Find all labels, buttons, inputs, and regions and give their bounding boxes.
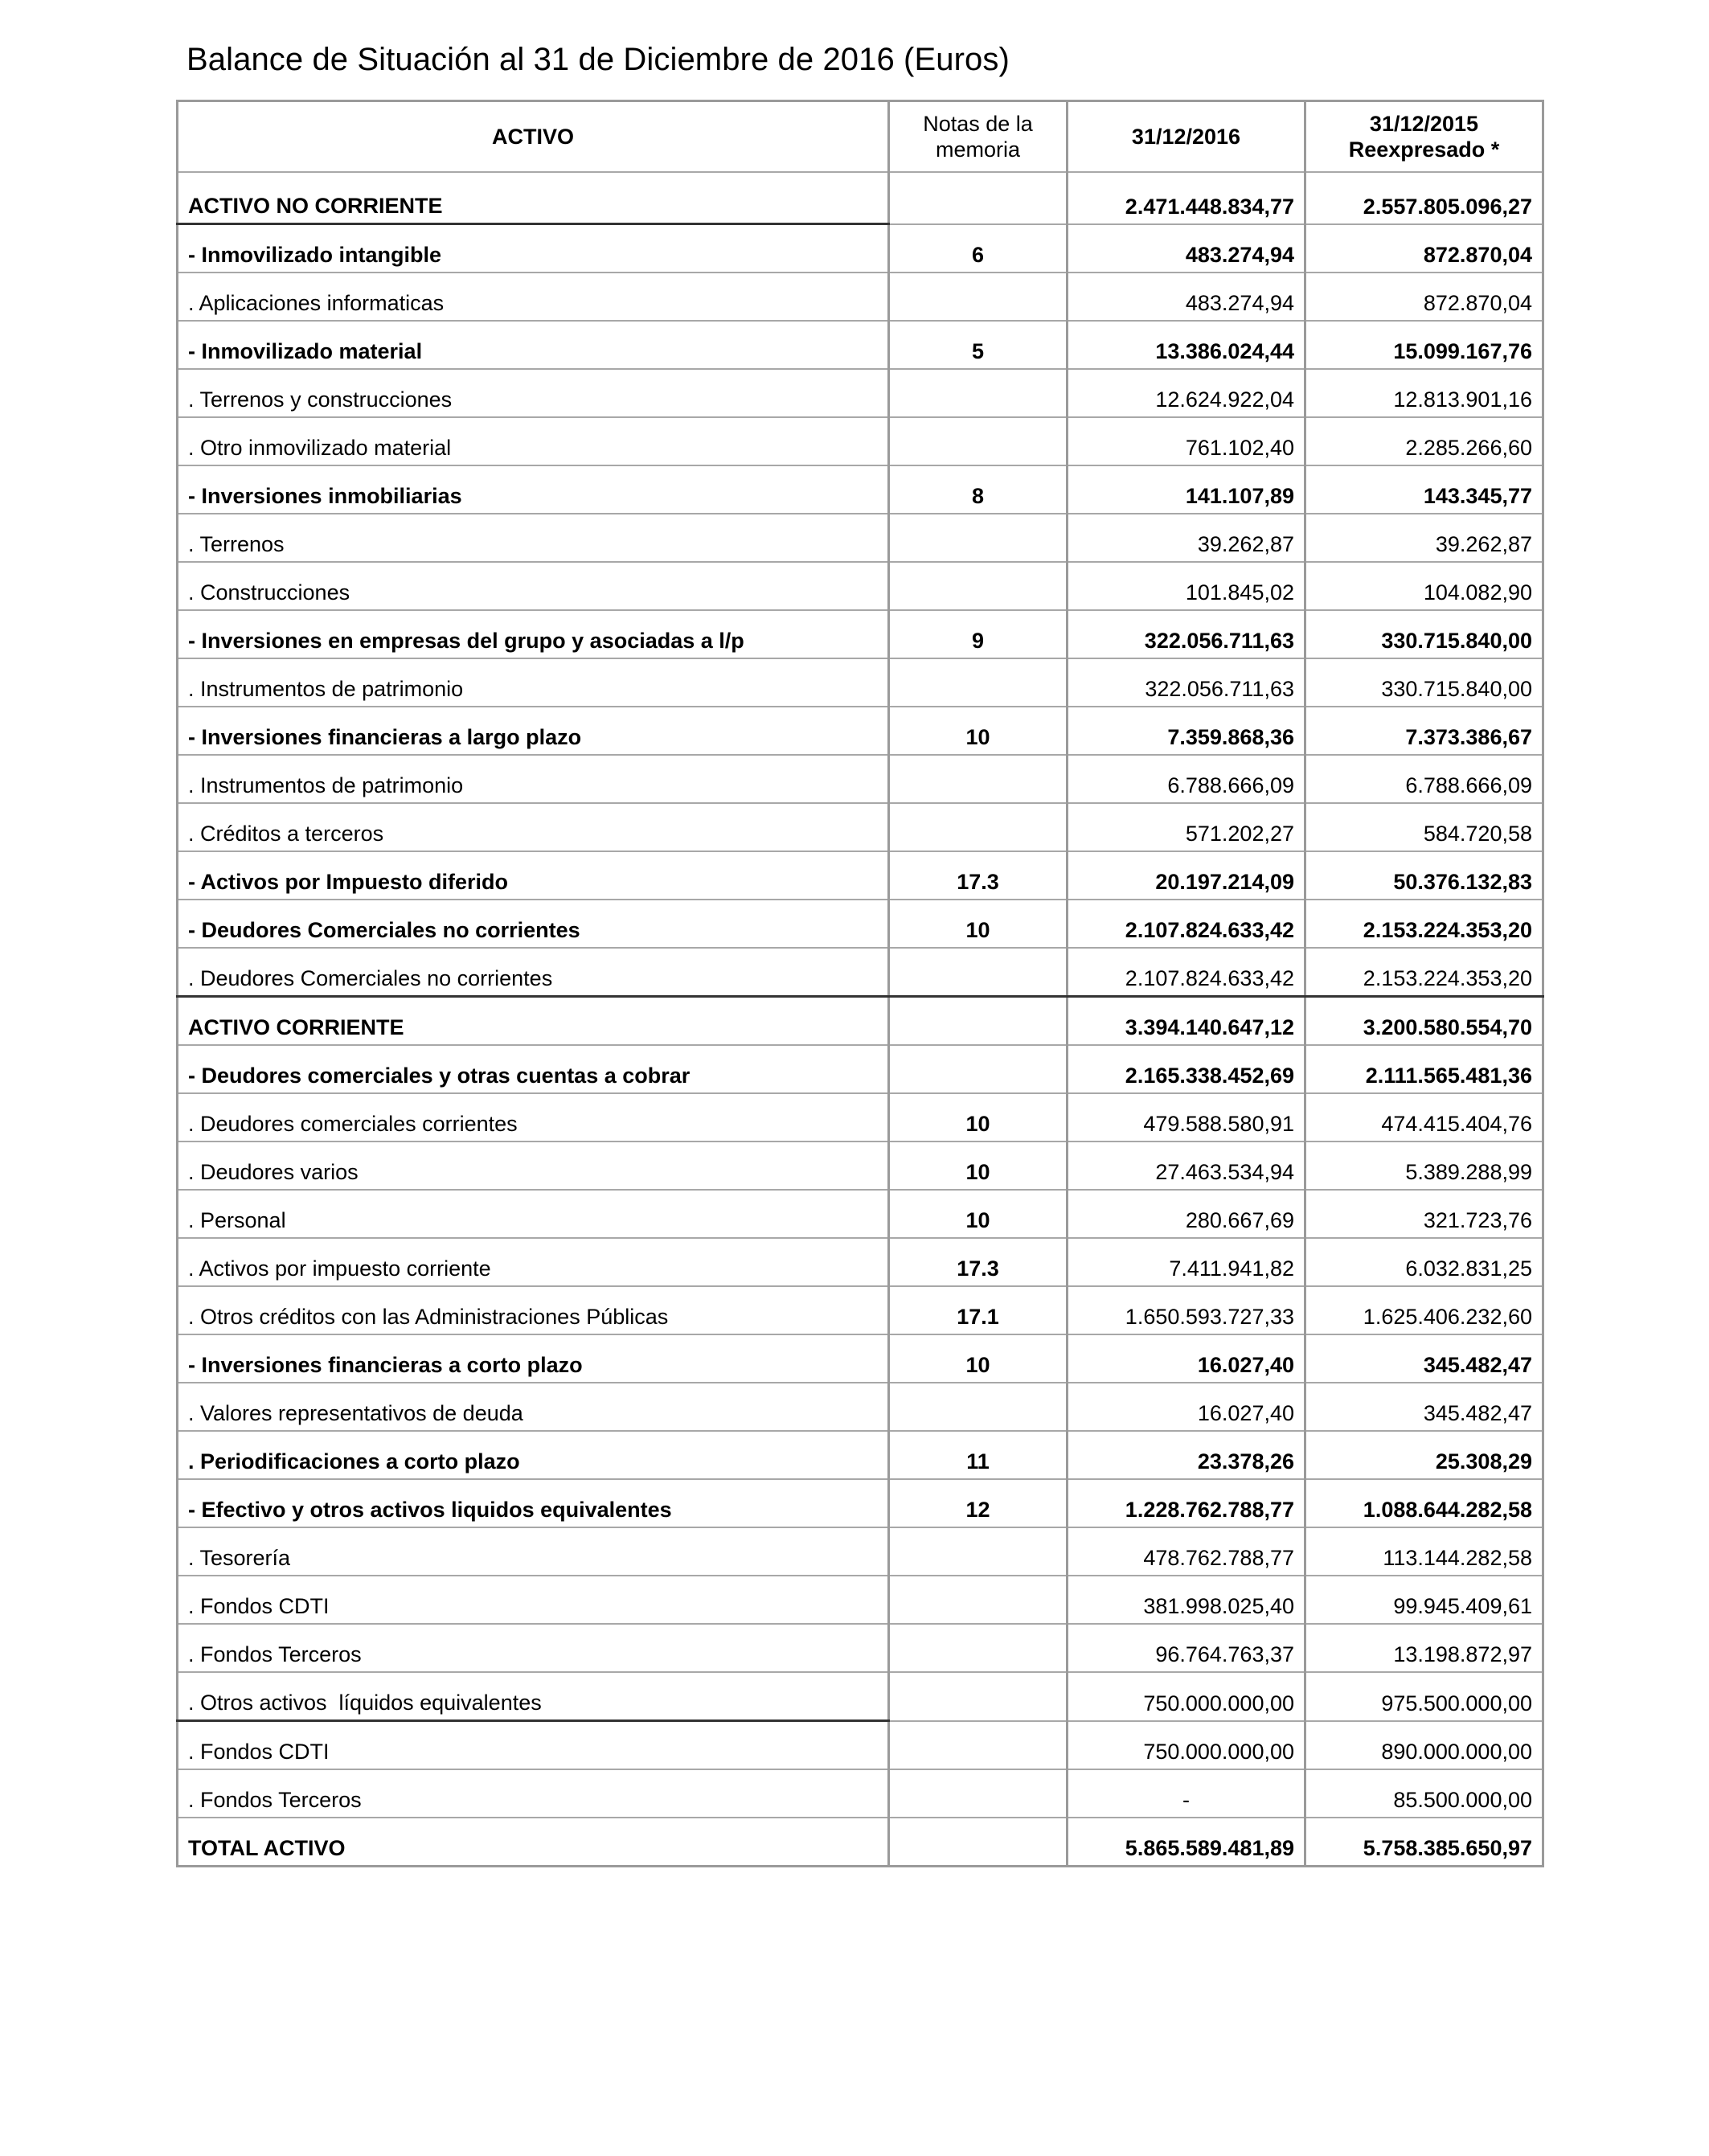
- row-label: . Activos por impuesto corriente: [178, 1238, 889, 1286]
- table-row: [178, 1769, 1543, 1818]
- row-value-2015: 113.144.282,58: [1305, 1527, 1543, 1576]
- row-value-2015: 330.715.840,00: [1305, 658, 1543, 707]
- row-label: . Terrenos y construcciones: [178, 369, 889, 417]
- table-row: [178, 1818, 1543, 1867]
- row-value-2015: 2.557.805.096,27: [1305, 172, 1543, 224]
- row-value-2016: 1.228.762.788,77: [1068, 1479, 1305, 1527]
- row-label: . Construcciones: [178, 562, 889, 610]
- row-value-2015: 25.308,29: [1305, 1431, 1543, 1479]
- row-value-2016: 7.411.941,82: [1068, 1238, 1305, 1286]
- row-value-2016: 2.107.824.633,42: [1068, 900, 1305, 948]
- row-label: . Terrenos: [178, 514, 889, 562]
- row-note: 5: [889, 321, 1068, 369]
- table-row: [178, 1576, 1543, 1624]
- table-row: [178, 1190, 1543, 1238]
- row-label: . Personal: [178, 1190, 889, 1238]
- row-value-2016: 479.588.580,91: [1068, 1093, 1305, 1142]
- row-value-2016: 39.262,87: [1068, 514, 1305, 562]
- row-label: . Fondos Terceros: [178, 1769, 889, 1818]
- row-label: . Otros activos líquidos equivalentes: [178, 1672, 889, 1721]
- row-label: . Instrumentos de patrimonio: [178, 658, 889, 707]
- row-value-2016: -: [1068, 1769, 1305, 1818]
- row-label: - Efectivo y otros activos liquidos equivalentes: [178, 1479, 889, 1527]
- row-value-2015: 2.111.565.481,36: [1305, 1045, 1543, 1093]
- row-value-2016: 322.056.711,63: [1068, 658, 1305, 707]
- table-row: [178, 1093, 1543, 1142]
- table-row: [178, 224, 1543, 273]
- row-note: 17.1: [889, 1286, 1068, 1334]
- row-note: 10: [889, 1093, 1068, 1142]
- row-label: . Tesorería: [178, 1527, 889, 1576]
- row-value-2015: 39.262,87: [1305, 514, 1543, 562]
- row-note: [889, 658, 1068, 707]
- table-row: [178, 658, 1543, 707]
- row-label: - Inversiones financieras a largo plazo: [178, 707, 889, 755]
- row-label: . Otros créditos con las Administraciones Públicas: [178, 1286, 889, 1334]
- row-label: - Inversiones financieras a corto plazo: [178, 1334, 889, 1383]
- row-value-2016: 750.000.000,00: [1068, 1721, 1305, 1770]
- header-notas: Notas de la memoria: [889, 101, 1068, 173]
- row-note: 10: [889, 1334, 1068, 1383]
- row-value-2016: 280.667,69: [1068, 1190, 1305, 1238]
- row-value-2016: 16.027,40: [1068, 1383, 1305, 1431]
- row-note: 10: [889, 1190, 1068, 1238]
- row-value-2015: 13.198.872,97: [1305, 1624, 1543, 1672]
- row-value-2016: 96.764.763,37: [1068, 1624, 1305, 1672]
- header-activo: ACTIVO: [178, 101, 889, 173]
- row-value-2015: 7.373.386,67: [1305, 707, 1543, 755]
- row-value-2016: 571.202,27: [1068, 803, 1305, 851]
- row-label: - Inversiones en empresas del grupo y asociadas a l/p: [178, 610, 889, 658]
- row-note: [889, 1383, 1068, 1431]
- row-value-2015: 85.500.000,00: [1305, 1769, 1543, 1818]
- header-2016: 31/12/2016: [1068, 101, 1305, 173]
- row-value-2015: 321.723,76: [1305, 1190, 1543, 1238]
- table-row: [178, 417, 1543, 465]
- table-row: [178, 1383, 1543, 1431]
- row-note: [889, 369, 1068, 417]
- row-note: [889, 1818, 1068, 1867]
- row-value-2016: 141.107,89: [1068, 465, 1305, 514]
- table-row: [178, 1286, 1543, 1334]
- row-label: - Deudores comerciales y otras cuentas a cobrar: [178, 1045, 889, 1093]
- table-row: [178, 1624, 1543, 1672]
- row-note: [889, 1045, 1068, 1093]
- row-label: . Deudores comerciales corrientes: [178, 1093, 889, 1142]
- row-value-2015: 12.813.901,16: [1305, 369, 1543, 417]
- table-row: [178, 1527, 1543, 1576]
- header-2015: 31/12/2015 Reexpresado *: [1305, 101, 1543, 173]
- row-value-2015: 872.870,04: [1305, 273, 1543, 321]
- table-header: [178, 101, 1543, 173]
- row-value-2015: 345.482,47: [1305, 1383, 1543, 1431]
- row-label: . Deudores Comerciales no corrientes: [178, 948, 889, 997]
- row-value-2016: 16.027,40: [1068, 1334, 1305, 1383]
- page-title: Balance de Situación al 31 de Diciembre de 2016 (Euros): [186, 42, 1010, 77]
- table-row: [178, 562, 1543, 610]
- row-value-2015: 15.099.167,76: [1305, 321, 1543, 369]
- table-row: [178, 514, 1543, 562]
- row-note: [889, 803, 1068, 851]
- row-note: [889, 755, 1068, 803]
- row-value-2016: 478.762.788,77: [1068, 1527, 1305, 1576]
- row-value-2016: 101.845,02: [1068, 562, 1305, 610]
- row-value-2016: 6.788.666,09: [1068, 755, 1305, 803]
- row-value-2015: 2.285.266,60: [1305, 417, 1543, 465]
- row-note: [889, 514, 1068, 562]
- table-row: [178, 1334, 1543, 1383]
- row-value-2015: 872.870,04: [1305, 224, 1543, 273]
- row-label: - Inmovilizado material: [178, 321, 889, 369]
- row-value-2016: 2.165.338.452,69: [1068, 1045, 1305, 1093]
- row-label: - Deudores Comerciales no corrientes: [178, 900, 889, 948]
- row-value-2016: 20.197.214,09: [1068, 851, 1305, 900]
- row-note: [889, 1721, 1068, 1770]
- row-note: [889, 948, 1068, 997]
- table-row: [178, 1672, 1543, 1721]
- row-note: 17.3: [889, 851, 1068, 900]
- row-value-2015: 890.000.000,00: [1305, 1721, 1543, 1770]
- row-value-2015: 5.389.288,99: [1305, 1142, 1543, 1190]
- row-value-2015: 104.082,90: [1305, 562, 1543, 610]
- table-row: [178, 803, 1543, 851]
- row-note: 12: [889, 1479, 1068, 1527]
- row-value-2016: 23.378,26: [1068, 1431, 1305, 1479]
- row-note: [889, 1576, 1068, 1624]
- row-label: . Valores representativos de deuda: [178, 1383, 889, 1431]
- row-note: [889, 273, 1068, 321]
- row-value-2016: 483.274,94: [1068, 224, 1305, 273]
- row-note: 17.3: [889, 1238, 1068, 1286]
- row-label: . Otro inmovilizado material: [178, 417, 889, 465]
- table-row: [178, 997, 1543, 1046]
- row-value-2016: 761.102,40: [1068, 417, 1305, 465]
- row-note: [889, 562, 1068, 610]
- row-label: TOTAL ACTIVO: [178, 1818, 889, 1867]
- row-value-2015: 330.715.840,00: [1305, 610, 1543, 658]
- row-value-2015: 2.153.224.353,20: [1305, 948, 1543, 997]
- row-value-2015: 975.500.000,00: [1305, 1672, 1543, 1721]
- table-row: [178, 1142, 1543, 1190]
- table-row: [178, 369, 1543, 417]
- row-value-2016: 3.394.140.647,12: [1068, 997, 1305, 1046]
- row-value-2016: 381.998.025,40: [1068, 1576, 1305, 1624]
- row-label: . Créditos a terceros: [178, 803, 889, 851]
- row-value-2015: 1.088.644.282,58: [1305, 1479, 1543, 1527]
- row-note: [889, 1672, 1068, 1721]
- row-label: ACTIVO NO CORRIENTE: [178, 172, 889, 224]
- table-row: [178, 321, 1543, 369]
- row-note: 10: [889, 707, 1068, 755]
- row-value-2016: 7.359.868,36: [1068, 707, 1305, 755]
- row-note: [889, 997, 1068, 1046]
- table-row: [178, 755, 1543, 803]
- row-label: . Aplicaciones informaticas: [178, 273, 889, 321]
- table-row: [178, 1238, 1543, 1286]
- row-label: . Fondos CDTI: [178, 1576, 889, 1624]
- row-note: [889, 1624, 1068, 1672]
- row-value-2016: 27.463.534,94: [1068, 1142, 1305, 1190]
- table-row: [178, 948, 1543, 997]
- row-value-2016: 12.624.922,04: [1068, 369, 1305, 417]
- table-row: [178, 610, 1543, 658]
- table-row: [178, 1045, 1543, 1093]
- row-value-2015: 6.788.666,09: [1305, 755, 1543, 803]
- table-row: [178, 1479, 1543, 1527]
- row-note: 10: [889, 900, 1068, 948]
- row-value-2015: 474.415.404,76: [1305, 1093, 1543, 1142]
- row-note: [889, 172, 1068, 224]
- row-value-2015: 345.482,47: [1305, 1334, 1543, 1383]
- table-row: [178, 707, 1543, 755]
- row-note: [889, 1527, 1068, 1576]
- row-label: - Activos por Impuesto diferido: [178, 851, 889, 900]
- row-value-2015: 50.376.132,83: [1305, 851, 1543, 900]
- table-row: [178, 1431, 1543, 1479]
- row-value-2015: 6.032.831,25: [1305, 1238, 1543, 1286]
- row-note: 11: [889, 1431, 1068, 1479]
- table-row: [178, 273, 1543, 321]
- row-note: [889, 417, 1068, 465]
- row-label: . Deudores varios: [178, 1142, 889, 1190]
- row-label: . Instrumentos de patrimonio: [178, 755, 889, 803]
- row-value-2016: 5.865.589.481,89: [1068, 1818, 1305, 1867]
- row-note: [889, 1769, 1068, 1818]
- row-note: 8: [889, 465, 1068, 514]
- row-label: . Fondos Terceros: [178, 1624, 889, 1672]
- table-body: [178, 172, 1543, 1867]
- row-value-2015: 584.720,58: [1305, 803, 1543, 851]
- table-row: [178, 465, 1543, 514]
- row-label: ACTIVO CORRIENTE: [178, 997, 889, 1046]
- row-note: 6: [889, 224, 1068, 273]
- table-row: [178, 900, 1543, 948]
- row-label: . Periodificaciones a corto plazo: [178, 1431, 889, 1479]
- row-value-2015: 3.200.580.554,70: [1305, 997, 1543, 1046]
- row-value-2015: 143.345,77: [1305, 465, 1543, 514]
- row-label: . Fondos CDTI: [178, 1721, 889, 1770]
- row-value-2016: 13.386.024,44: [1068, 321, 1305, 369]
- row-value-2016: 483.274,94: [1068, 273, 1305, 321]
- row-value-2016: 322.056.711,63: [1068, 610, 1305, 658]
- row-label: - Inmovilizado intangible: [178, 224, 889, 273]
- table-row: [178, 172, 1543, 224]
- table-row: [178, 1721, 1543, 1770]
- row-value-2015: 2.153.224.353,20: [1305, 900, 1543, 948]
- row-note: 10: [889, 1142, 1068, 1190]
- row-value-2016: 2.471.448.834,77: [1068, 172, 1305, 224]
- row-value-2016: 750.000.000,00: [1068, 1672, 1305, 1721]
- row-label: - Inversiones inmobiliarias: [178, 465, 889, 514]
- row-note: 9: [889, 610, 1068, 658]
- row-value-2015: 99.945.409,61: [1305, 1576, 1543, 1624]
- balance-table: [176, 100, 1544, 1867]
- table-row: [178, 851, 1543, 900]
- row-value-2016: 1.650.593.727,33: [1068, 1286, 1305, 1334]
- row-value-2015: 1.625.406.232,60: [1305, 1286, 1543, 1334]
- row-value-2015: 5.758.385.650,97: [1305, 1818, 1543, 1867]
- row-value-2016: 2.107.824.633,42: [1068, 948, 1305, 997]
